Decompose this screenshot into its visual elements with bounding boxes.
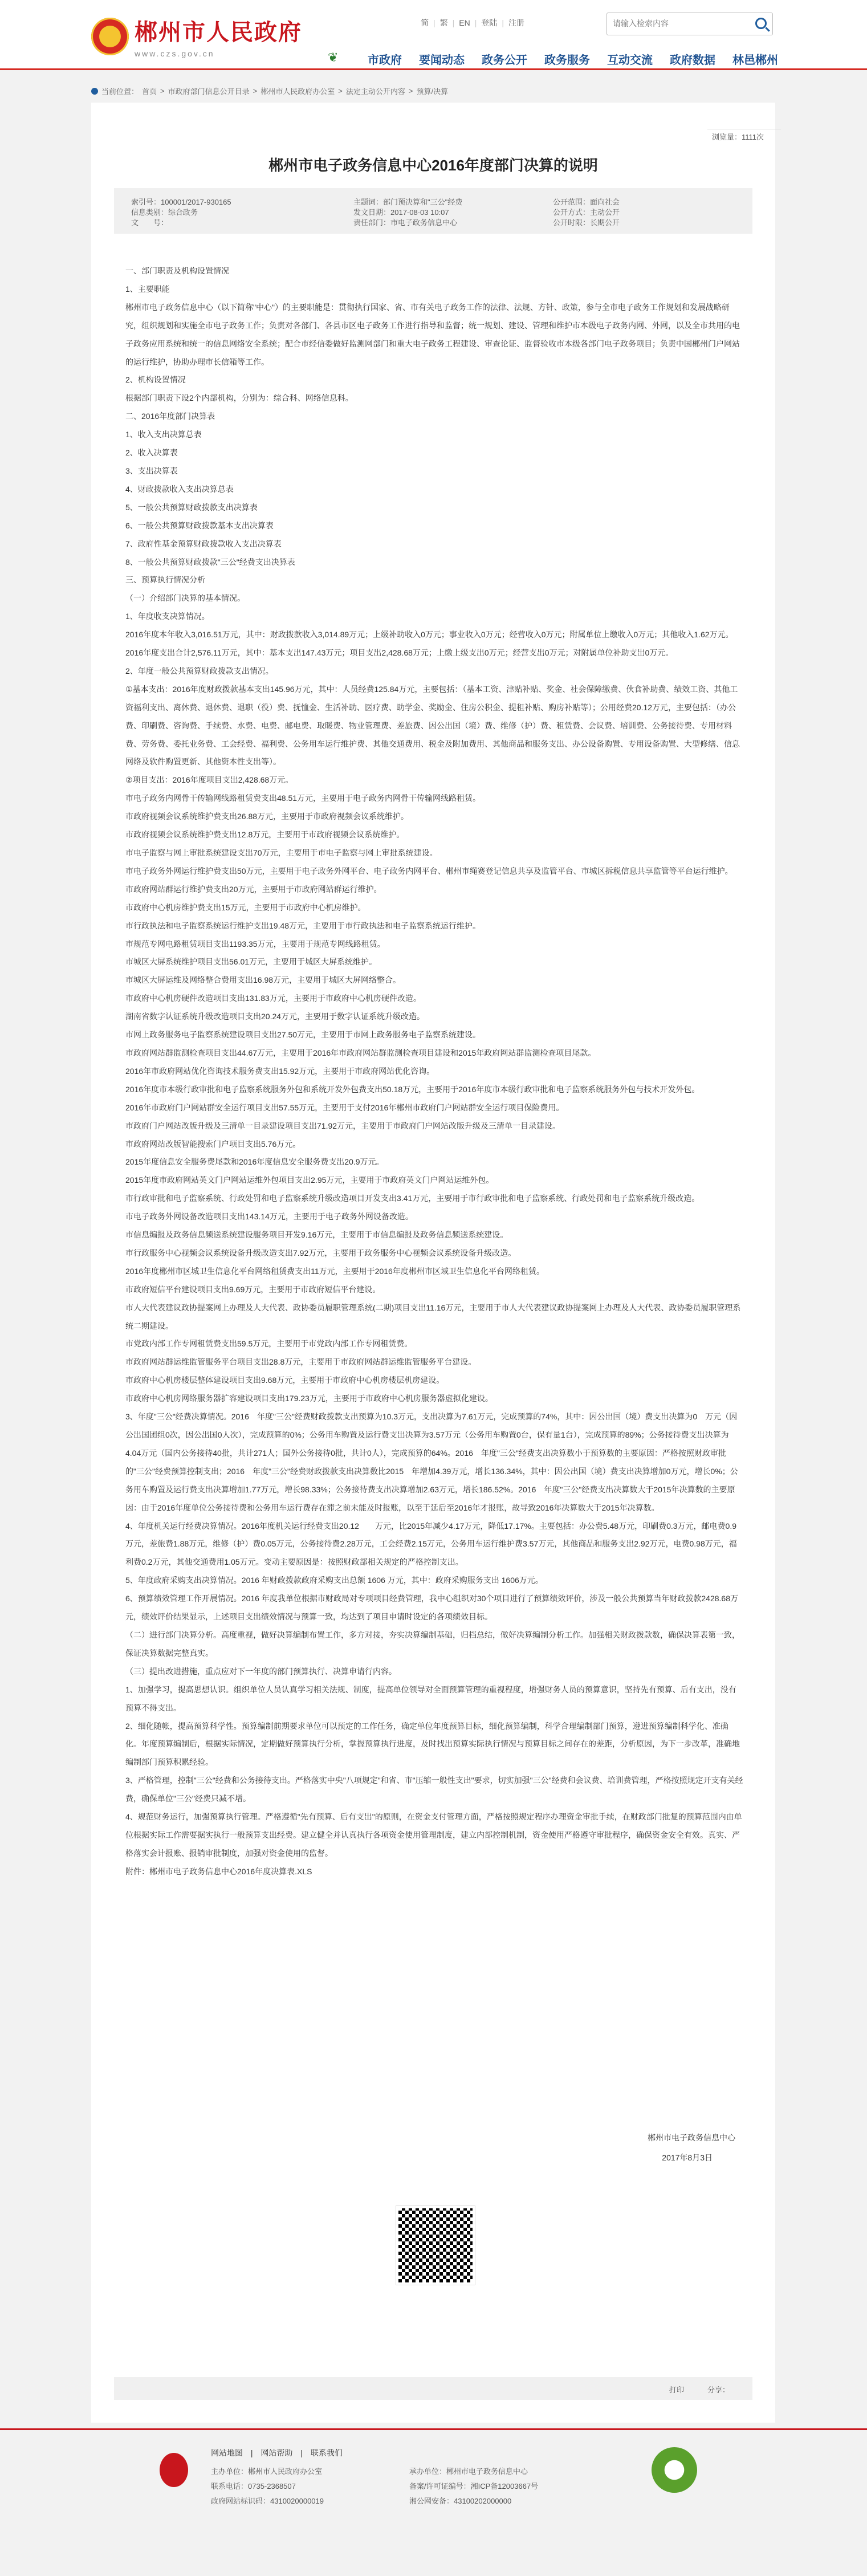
article-paragraph: （一）介绍部门决算的基本情况。 <box>125 593 245 603</box>
breadcrumb-sep: > <box>253 87 258 95</box>
meta-date: 发文日期：2017-08-03 10:07 <box>353 208 449 217</box>
article-paragraph: 1、年度收支决算情况。 <box>125 612 210 621</box>
footer-icp: 备案/许可证编号：湘ICP备12003667号 <box>409 2482 539 2490</box>
search-box <box>607 13 773 35</box>
article-paragraph: 2015年度市政府网站英文门户网站运维外包项目支出2.95万元，主要用于市政府英文门户网站运维外包。 <box>125 1175 494 1185</box>
footer-info-left <box>211 2464 324 2509</box>
footer-sep: | <box>250 2448 253 2457</box>
article-paragraph: 市规范专网电路租赁项目支出1193.35万元，主要用于规范专网线路租赁。 <box>125 939 385 949</box>
article-paragraph: 2016年市政府网站优化咨询技术服务费支出15.92万元，主要用于市政府网站优化咨询。 <box>125 1066 435 1076</box>
nav-item-linyi-chenzhou[interactable]: 林邑郴州 <box>732 54 778 67</box>
nav-item-data[interactable]: 政府数据 <box>670 54 715 67</box>
breadcrumb-sep: > <box>160 87 165 95</box>
article-paragraph: 二、2016年度部门决算表 <box>125 412 215 421</box>
article-paragraph: ②项目支出：2016年度项目支出2,428.68万元。 <box>125 775 294 785</box>
article-paragraph: 市政府网站改版智能搜索门户项目支出5.76万元。 <box>125 1139 301 1149</box>
signature-org: 郴州市电子政务信息中心 <box>648 2133 735 2142</box>
article-paragraph: 市信息编报及政务信息频送系统建设服务项目开发9.16万元，主要用于市信息编报及政务信息频送系统建设。 <box>125 1230 508 1240</box>
article-paragraph: 1、主要职能 <box>125 284 170 294</box>
footer-police: 湘公网安备：43100202000000 <box>409 2497 512 2505</box>
article-panel <box>91 103 775 2423</box>
article-paragraph: 1、加强学习，提高思想认识。组织单位人员认真学习相关法规、制度，提高单位领导对全面预算管理的重视程度，增强财务人员的预算意识，坚持先有预算、后有支出，没有预算不得支出。 <box>125 1684 736 1712</box>
article-paragraph: 市政府中心机房楼层整体建设项目支出9.68万元，主要用于市政府中心机房楼层机房建设。 <box>125 1376 445 1385</box>
site-header <box>0 0 867 70</box>
article-paragraph: 1、收入支出决算总表 <box>125 430 202 439</box>
article-paragraph: 2016年度郴州市区城卫生信息化平台网络租赁费支出11万元，主要用于2016年度郴州市区域卫生信息化平台网络租赁。 <box>125 1266 544 1276</box>
article-paragraph: 市城区大屏系统维护项目支出56.01万元，主要用于城区大屏系统维护。 <box>125 957 377 967</box>
government-site-badge-icon[interactable] <box>652 2447 697 2493</box>
article-paragraph: 市政府视频会议系统维护费支出26.88万元，主要用于市政府视频会议系统维护。 <box>125 812 409 821</box>
breadcrumb <box>91 86 451 96</box>
article-paragraph: 市行政执法和电子监察系统运行维护支出19.48万元，主要用于市行政执法和电子监察系统运行维护。 <box>125 921 481 930</box>
article-paragraph: 郴州市电子政务信息中心（以下简称"中心"）的主要职能是：贯彻执行国家、省、市有关电子政务工作的法律、法规、方针、政策，参与全市电子政务工作规划和发展战略研究，组织规划和实施全市电子政务工作；负责对各部门、各县市区电子政务工作进行指导和监督；统一规划、建设、管理和维护市本级电子政务内网、外网，以及全市共用的电子政务应用系统和统一的信息网络安全系统；配合市经信委做好监测网部门和重大电子政务工程建设、审查论证、监督验收市本级各部门电子政务项目；负责中国郴州门户网站的运行维护，协助办理市长信箱等工作。 <box>125 302 740 367</box>
nav-crest-icon: ❦ <box>328 50 339 64</box>
breadcrumb-office[interactable]: 郴州市人民政府办公室 <box>260 87 335 96</box>
article-paragraph: 市政府中心机房维护费支出15万元，主要用于市政府中心机房维护。 <box>125 902 366 912</box>
traditional-chinese-link[interactable]: 繁 <box>439 18 448 27</box>
article-paragraph: 4、年度机关运行经费决算情况。2016年度机关运行经费支出20.12 万元，比2015年减少4.17万元，降低17.17%。主要包括：办公费5.48万元，印刷费0.3万元，邮电费0.9万元，差旅费1.88万元，维修（护）费0.05万元，公务接待费2.28万元，工会经费2.15万元，公务用车运行维护费3.57万元，其他商品和服务支出2.92万元，电费0.98万元，福利费0.2万元，其他交通费用1.05万元。变动主要原因是：按照财政部相关规定的严格控制支出。 <box>125 1521 737 1567</box>
breadcrumb-label: 当前位置： <box>101 87 139 96</box>
article-paragraph: 3、年度"三公"经费决算情况。2016 年度"三公"经费财政拨款支出预算为10.3万元，支出决算为7.61万元，完成预算的74%，其中：因公出国（境）费支出决算为0 万元（因公出国团组0次，因公出国0人次），完成预算的0%；公务用车购置及运行费支出决算为3.57万元（公务用车购置0台，保有量1台），完成预算的89%；公务接待费支出决算为4.04万元（国内公务接待40批，共计271人；国外公务接待0批，共计0人），完成预算的64%。2016 年度"三公"经费支出决算数小于预算数的主要原因：严格按照财政审批的"三公"经费预算控制支出；2016 年度"三公"经费财政拨款支出决算数比2015 年增加4.39万元，增长136.34%，其中：因公出国（境）费支出决算增加0万元，增长0%；公务用车购置及运行费支出决算增加1.77万元，增长98.33%；公务接待费支出决算增加2.63万元，增长186.52%。2016 年度"三公"经费支出决算数大于2015年决算数的主要原因：由于2016年度单位公务接待费和公务用车运行费存在滞之前未能及时报账，以至于延后至2016年才报账，故导致2016年决算数大于2015年决算数。 <box>125 1412 738 1512</box>
article-paragraph: 2016年度本年收入3,016.51万元，其中：财政拨款收入3,014.89万元；上级补助收入0万元；事业收入0万元；经营收入0万元；附属单位上缴收入0万元；其他收入1.62万元。 <box>125 630 734 640</box>
meta-category: 信息类别：综合政务 <box>131 208 198 217</box>
nav-item-services[interactable]: 政务服务 <box>544 54 590 67</box>
nav-item-interaction[interactable]: 互动交流 <box>607 54 653 67</box>
article-paragraph: 6、预算绩效管理工作开展情况。2016 年度我单位根据市财政局对专项项目经费管理，我中心组织对30个项目进行了预算绩效评价，涉及一般公共预算当年财政拨款2428.68万元，绩效评价结果显示，上述项目支出绩效情况与预算一致，均达到了项目申请时设定的各项绩效目标。 <box>125 1594 738 1622</box>
search-icon[interactable] <box>755 18 767 29</box>
article-paragraph: 2、收入决算表 <box>125 448 178 458</box>
site-title: 郴州市人民政府 <box>135 19 302 45</box>
article-paragraph: 4、财政拨款收入支出决算总表 <box>125 484 234 494</box>
breadcrumb-sep: > <box>408 87 413 95</box>
page-title: 郴州市电子政务信息中心2016年度部门决算的说明 <box>268 157 598 174</box>
article-paragraph: 8、一般公共预算财政拨款"三公"经费支出决算表 <box>125 557 295 567</box>
article-paragraph: 市行政服务中心视频会议系统设备升级改造支出7.92万元，主要用于政务服务中心视频会议系统设备升级改造。 <box>125 1248 516 1258</box>
article-paragraph: （二）进行部门决算分析。高度重视，做好决算编制布置工作，多方对接，夯实决算编制基础，归档总结，做好决算编制分析工作。加强相关财政拨款数，确保决算表第一致，保证决算数据完整真实。 <box>125 1630 740 1658</box>
article-paragraph: 3、严格管理，控制"三公"经费和公务接待支出。严格落实中央"八项规定"和省、市"压缩一般性支出"要求，切实加强"三公"经费和会议费、培训费管理，严格按照规定开支有关经费，确保单位"三公"经费只减不增。 <box>125 1776 743 1804</box>
location-icon <box>91 88 98 95</box>
site-footer <box>0 2428 867 2576</box>
article-paragraph[interactable]: 附件：郴州市电子政务信息中心2016年度决算表.XLS <box>125 1866 312 1876</box>
article-paragraph: 5、一般公共预算财政拨款支出决算表 <box>125 502 258 512</box>
article-paragraph: 市行政审批和电子监察系统、行政处罚和电子监察系统升级改造项目开发支出3.41万元，主要用于市行政审批和电子监察系统、行政处罚和电子监察系统升级改造。 <box>125 1194 700 1203</box>
article-paragraph: 市电子政务外网运行维护费支出50万元，主要用于电子政务外网平台、电子政务内网平台、郴州市绳赛登记信息共享及监管平台、市城区拆税信息共享监管等平台运行维护。 <box>125 866 733 876</box>
article-paragraph: 根据部门职责下设2个内部机构，分别为：综合科、网络信息科。 <box>125 393 353 403</box>
breadcrumb-home[interactable]: 首页 <box>142 87 157 96</box>
breadcrumb-statutory[interactable]: 法定主动公开内容 <box>345 87 405 96</box>
footer-phone: 联系电话：0735-2368507 <box>211 2482 296 2490</box>
site-logo[interactable] <box>91 14 302 58</box>
nav-item-news[interactable]: 要闻动态 <box>419 54 465 67</box>
meta-subject: 主题词：部门预决算和"三公"经费 <box>353 198 463 206</box>
footer-sep: | <box>300 2448 303 2457</box>
site-url: www.czs.gov.cn <box>135 49 215 58</box>
qr-code <box>396 2206 475 2285</box>
meta-org: 责任部门：市电子政务信息中心 <box>353 218 458 227</box>
footer-organizer: 承办单位：郴州市电子政务信息中心 <box>409 2467 528 2476</box>
article-paragraph: 7、政府性基金预算财政拨款收入支出决算表 <box>125 539 282 548</box>
print-button[interactable]: 打印 <box>669 2386 684 2394</box>
login-link[interactable]: 登陆 <box>481 18 498 27</box>
article-paragraph: 市网上政务服务电子监察系统建设项目支出27.50万元，主要用于市网上政务服务电子监察系统建设。 <box>125 1030 481 1040</box>
simplified-chinese-link[interactable]: 简 <box>421 18 429 27</box>
meta-scope: 公开范围：面向社会 <box>553 198 620 206</box>
main-nav <box>328 50 795 67</box>
footer-info-right <box>409 2464 538 2509</box>
document-meta <box>114 188 752 234</box>
national-emblem-icon <box>91 18 129 55</box>
breadcrumb-budget[interactable]: 预算/决算 <box>416 87 449 96</box>
article-paragraph: 市政府中心机房网络服务器扩容建设项目支出179.23万元，主要用于市政府中心机房服务器虚拟化建设。 <box>125 1394 493 1403</box>
article-paragraph: 2016年度支出合计2,576.11万元，其中：基本支出147.43万元；项目支出2,428.68万元；上缴上级支出0万元；经营支出0万元；对附属单位补助支出0万元。 <box>125 648 674 658</box>
article-paragraph: 2016年市政府门户网站群安全运行项目支出57.55万元，主要用于支付2016年郴州市政府门户网站群安全运行项目保险费用。 <box>125 1102 564 1112</box>
article-paragraph: 市党政内部工作专网租赁费支出59.5万元，主要用于市党政内部工作专网租赁费。 <box>125 1339 413 1349</box>
footer-sponsor: 主办单位：郴州市人民政府办公室 <box>211 2467 323 2476</box>
article-paragraph: 3、支出决算表 <box>125 466 178 475</box>
meta-doc-no: 文 号： <box>131 218 169 227</box>
article-paragraph: 市电子监察与网上审批系统建设支出70万元，主要用于市电子监察与网上审批系统建设。 <box>125 848 438 857</box>
article-paragraph: 2016年度市本级行政审批和电子监察系统服务外包和系统开发外包费支出50.18万元，主要用于2016年度市本级行政审批和电子监察系统服务外包与技术开发外包。 <box>125 1084 700 1094</box>
footer-links <box>211 2447 348 2459</box>
article-paragraph: 2015年度信息安全服务费尾款和2016年度信息安全服务费支出20.9万元。 <box>125 1157 384 1167</box>
article-paragraph: 三、预算执行情况分析 <box>125 575 205 585</box>
article-paragraph: 湖南省数字认证系统升级改造项目支出20.24万元，主要用于数字认证系统升级改造。 <box>125 1012 425 1022</box>
article-paragraph: 市政府网站群监测检查项目支出44.67万元，主要用于2016年市政府网站群监测检查项目建设和2015年政府网站群监测检查项目尾款。 <box>125 1048 596 1057</box>
breadcrumb-sep: > <box>338 87 343 95</box>
article-paragraph: 市政府网站群运行维护费支出20万元，主要用于市政府网站群运行维护。 <box>125 884 382 894</box>
article-paragraph: 市政府视频会议系统维护费支出12.8万元，主要用于市政府视频会议系统维护。 <box>125 830 405 840</box>
footer-contact-link[interactable]: 联系我们 <box>310 2448 343 2457</box>
article-paragraph: 2、细化随帐，提高预算科学性。预算编制前期要求单位可以预定的工作任务，确定单位年度预算目标，细化预算编制，科学合理编制部门预算，遵进预算编制科学化、准确化。年度预算编制后，根据实际情况，定期做好预算执行分析，掌握预算执行进度，及时找出预算实际执行情况与预算目标之间存在的差距，分析原因，为下一步改革，准确地编制部门预算积累经验。 <box>125 1721 740 1767</box>
article-paragraph: 5、年度政府采购支出决算情况。2016 年财政拨款政府采购支出总额 1606 万元，其中：政府采购服务支出 1606万元。 <box>125 1576 543 1585</box>
article-paragraph: 市政府短信平台建设项目支出9.69万元，主要用于市政府短信平台建设。 <box>125 1284 381 1294</box>
english-link[interactable]: EN <box>459 18 470 27</box>
article-paragraph: 市人大代表建议政协提案网上办理及人大代表、政协委员履职管理系统(二期)项目支出11.16万元，主要用于市人大代表建议政协提案网上办理及人大代表、政协委员履职管理系统二期建设。 <box>125 1303 741 1330</box>
share-label[interactable]: 分享： <box>707 2386 730 2394</box>
article-paragraph: 2、机构设置情况 <box>125 375 186 385</box>
view-count: 浏览量：1111次 <box>712 131 764 142</box>
article-body <box>125 262 744 1881</box>
article-paragraph: 4、规范财务运行，加强预算执行管理。严格遵循"先有预算、后有支出"的原则，在资金支付管理方面，严格按照规定程序办理资金审批手续，在财政部门批复的预算范围内由单位根据实际工作需要据实执行一般预算支出经费。建立健全并认真执行各项资金使用管理制度，建立内部控制机制，资金使用严格遵守审批程序，确保资金安全有效。真实、严格落实会计报账、报销审批制度，加强对资金使用的监督。 <box>125 1812 742 1858</box>
meta-period: 公开时限：长期公开 <box>553 218 620 227</box>
article-paragraph: 市电子政务外网设备改造项目支出143.14万元，主要用于电子政务外网设备改造。 <box>125 1212 413 1222</box>
article-tools <box>114 2377 752 2400</box>
article-paragraph: 一、部门职责及机构设置情况 <box>125 266 229 275</box>
party-emblem-icon <box>160 2453 188 2487</box>
nav-item-city-government[interactable]: 市政府 <box>368 54 402 67</box>
article-paragraph: 市政府中心机房硬件改造项目支出131.83万元，主要用于市政府中心机房硬件改造。 <box>125 994 421 1003</box>
utility-links: 简 | 繁 | EN | 登陆 | 注册 <box>421 18 525 27</box>
footer-site-code: 政府网站标识码：4310020000019 <box>211 2497 324 2505</box>
search-input[interactable] <box>607 13 755 34</box>
article-paragraph: 市政府门户网站改版升级及三清单一目录建设项目支出71.92万元，主要用于市政府门户网站改版升级及三清单一目录建设。 <box>125 1121 561 1130</box>
nav-item-open-government[interactable]: 政务公开 <box>482 54 527 67</box>
breadcrumb-directory[interactable]: 市政府部门信息公开目录 <box>168 87 250 96</box>
meta-index-no: 索引号：100001/2017-930165 <box>131 198 231 206</box>
article-paragraph: 市电子政务内网骨干传输网线路租赁费支出48.51万元，主要用于电子政务内网骨干传输网线路租赁。 <box>125 793 481 803</box>
footer-sitemap-link[interactable]: 网站地图 <box>211 2448 243 2457</box>
article-paragraph: 市政府网站群运维监管服务平台项目支出28.8万元，主要用于市政府网站群运维监管服务平台建设。 <box>125 1357 477 1367</box>
footer-help-link[interactable]: 网站帮助 <box>260 2448 293 2457</box>
article-paragraph: 市城区大屏运维及网络整合费用支出16.98万元，主要用于城区大屏网络整合。 <box>125 975 401 985</box>
register-link[interactable]: 注册 <box>508 18 525 27</box>
signature-date: 2017年8月3日 <box>662 2153 713 2162</box>
article-paragraph: ①基本支出：2016年度财政拨款基本支出145.96万元，其中：人员经费125.84万元，主要包括：（基本工资、津贴补贴、奖金、社会保障缴费、伙食补助费、绩效工资、其他工资福利支出、离休费、退休费、退职（役）费、抚恤金、生活补助、医疗费、助学金、奖励金、住房公积金、提租补贴、购房补贴等）；公用经费20.12万元，主要包括：（办公费、印刷费、咨询费、手续费、水费、电费、邮电费、取暖费、物业管理费、差旅费、因公出国（境）费、维修（护）费、租赁费、会议费、培训费、公务接待费、专用材料费、劳务费、委托业务费、工会经费、福利费、公务用车运行维护费、其他交通费用、税金及附加费用、其他商品和服务支出、办公设备购置、专用设备购置、大型修缮、信息网络及软件购置更新、其他资本性支出等）。 <box>125 684 740 767</box>
article-paragraph: （三）提出改进措施，重点应对下一年度的部门预算执行、决算申请行内容。 <box>125 1666 397 1676</box>
article-paragraph: 2、年度一般公共预算财政拨款支出情况。 <box>125 666 274 675</box>
article-paragraph: 6、一般公共预算财政拨款基本支出决算表 <box>125 520 274 530</box>
meta-form: 公开方式：主动公开 <box>553 208 620 217</box>
